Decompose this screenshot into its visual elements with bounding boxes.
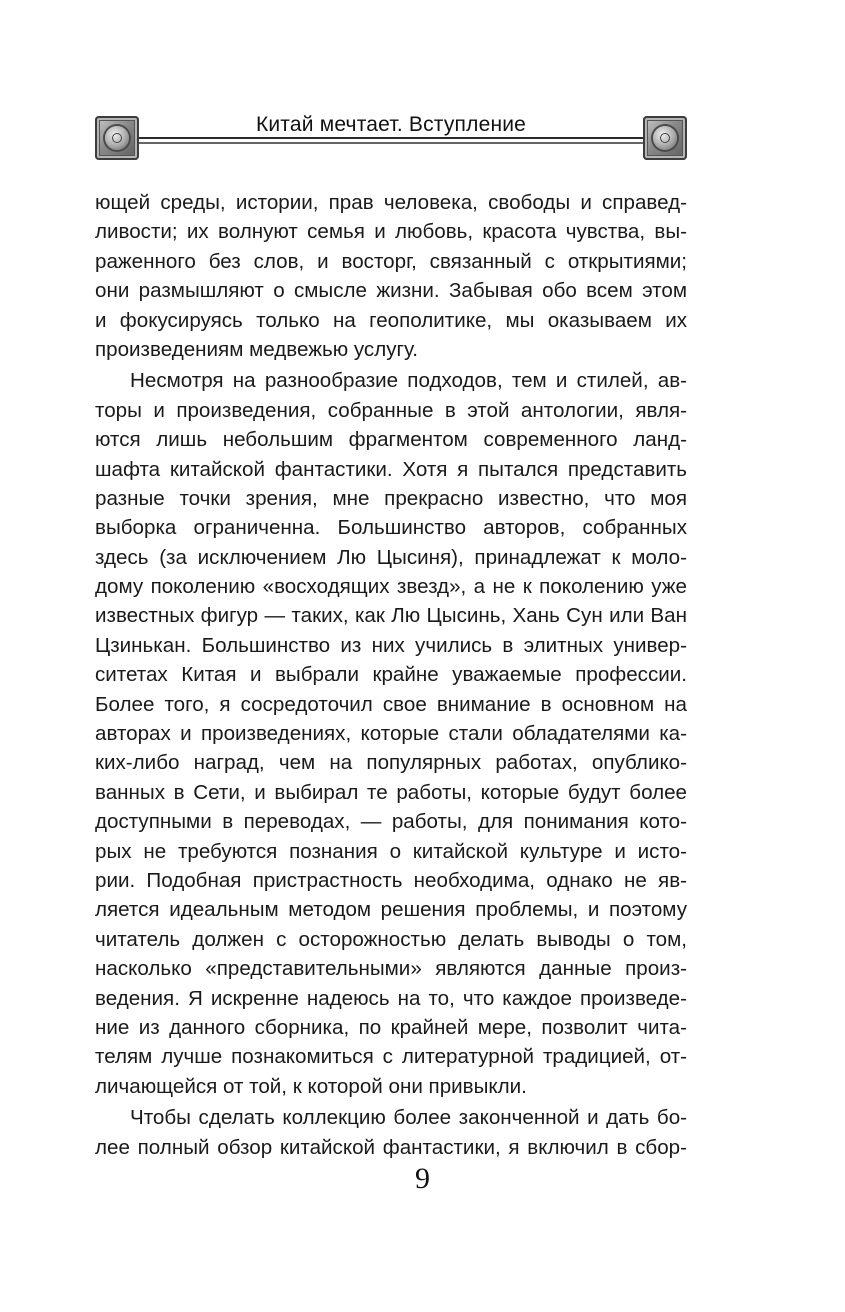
text-line: доступными в переводах, — работы, для понимания кото-: [95, 810, 687, 834]
paragraph: [95, 1103, 687, 1162]
running-header: [95, 113, 687, 162]
text-line: ких-либо наград, чем на популярных работах, опублико-: [95, 751, 687, 775]
text-line: ведения. Я искренне надеюсь на то, что каждое произведе-: [95, 986, 687, 1010]
text-line: читатель должен с осторожностью делать выводы о том,: [95, 927, 687, 951]
text-line: Чтобы сделать коллекцию более законченной и дать бо-: [130, 1106, 687, 1130]
text-line: ющей среды, истории, прав человека, свободы и справед-: [95, 191, 687, 214]
text-line: ются лишь небольшим фрагментом современного ланд-: [95, 428, 687, 452]
text-line: известных фигур — таких, как Лю Цысинь, Хань Сун или Ван: [95, 604, 687, 628]
text-line: телям лучше познакомиться с литературной традицией, от-: [95, 1045, 687, 1069]
header-rule: [139, 137, 643, 139]
text-line: Более того, я сосредоточил свое внимание в основном на: [95, 692, 687, 716]
text-line: ванных в Сети, и выбирал те работы, которые будут более: [95, 780, 687, 804]
text-line: Несмотря на разнообразие подходов, тем и стилей, ав-: [130, 369, 687, 393]
text-line: ляется идеальным методом решения проблемы, и поэтому: [95, 898, 687, 922]
text-line: авторах и произведениях, которые стали обладателями ка-: [95, 722, 687, 746]
text-line: ние из данного сборника, по крайней мере, позволит чита-: [95, 1015, 687, 1039]
text-line: выборка ограниченна. Большинство авторов, собранных: [95, 516, 687, 540]
ornament-icon: [643, 116, 687, 160]
text-line: дому поколению «восходящих звезд», а не к поколению уже: [95, 575, 687, 599]
paragraph: [95, 366, 687, 1101]
text-line: рии. Подобная пристрастность необходима, однако не яв-: [95, 868, 687, 892]
running-title: [139, 114, 643, 136]
text-line: ливости; их волнуют семья и любовь, красота чувства, вы-: [95, 220, 687, 244]
text-line: и фокусируясь только на геополитике, мы оказываем их: [95, 308, 687, 332]
text-line: раженного без слов, и восторг, связанный с открытиями;: [95, 249, 687, 273]
text-line: они размышляют о смысле жизни. Забывая обо всем этом: [95, 279, 687, 303]
text-line: насколько «представительными» являются данные произ-: [95, 957, 687, 981]
ornament-icon: [95, 116, 139, 160]
text-line: торы и произведения, собранные в этой антологии, явля-: [95, 398, 687, 422]
text-line: ситетах Китая и выбрали крайне уважаемые профессии.: [95, 663, 687, 687]
paragraph: [95, 188, 687, 364]
text-line: произведениям медвежью услугу.: [95, 337, 419, 361]
header-rule-thin: [139, 142, 643, 144]
page-body: [95, 188, 687, 1162]
text-line: рых не требуются познания о китайской культуре и исто-: [95, 839, 687, 863]
running-title-text: Китай мечтает. Вступление: [250, 113, 532, 136]
page-number: 9: [415, 1162, 430, 1195]
text-line: здесь (за исключением Лю Цысиня), принадлежат к моло-: [95, 545, 687, 569]
text-line: Цзинькан. Большинство из них учились в элитных универ-: [95, 633, 687, 657]
text-line: личающейся от той, к которой они привыкли.: [95, 1074, 527, 1098]
text-line: разные точки зрения, мне прекрасно известно, что моя: [95, 486, 687, 510]
text-line: лее полный обзор китайской фантастики, я включил в сбор-: [95, 1135, 687, 1159]
text-line: шафта китайской фантастики. Хотя я пытался представить: [95, 457, 687, 481]
